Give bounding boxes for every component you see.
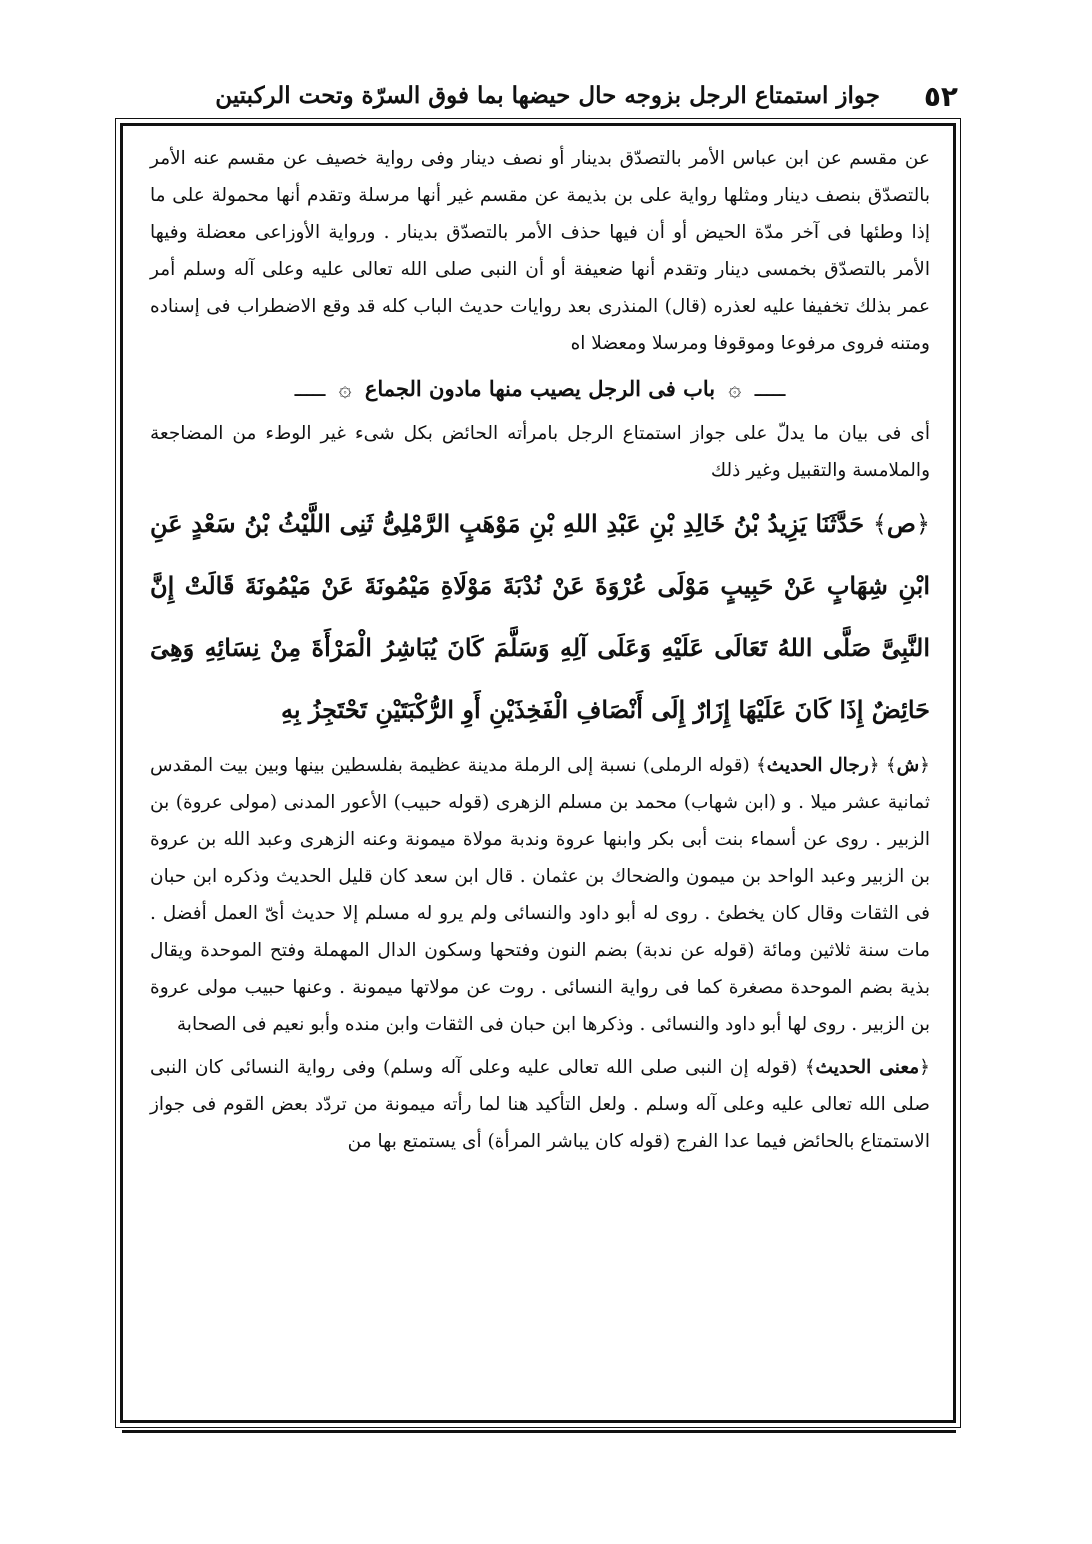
commentary-label-close: ﴾ xyxy=(885,755,897,776)
narrators-label: رجال الحديث xyxy=(766,755,869,776)
hadith-label-open: ﴿ xyxy=(915,510,930,538)
ornament-right-icon: ۞ xyxy=(728,377,742,402)
chapter-intro: أى فى بيان ما يدلّ على جواز استمتاع الرجل بامرأته الحائض بكل شىء غير الوطء من المضاجعة والملامسة والتقبيل وغير ذلك xyxy=(150,423,930,481)
hadith-text: حَدَّثَنَا يَزِيدُ بْنُ خَالِدِ بْنِ عَبْدِ اللهِ بْنِ مَوْهَبٍ الرَّمْلِىُّ ثَنِى اللَّيْثُ بْنُ سَعْدٍ عَنِ ابْنِ شِهَابٍ عَنْ حَبِيبٍ مَوْلَى عُرْوَةَ عَنْ نُدْبَةَ مَوْلَاةِ مَيْمُونَةَ عَنْ مَيْمُونَةَ قَالَتْ إِنَّ النَّبِىَّ صَلَّى اللهُ تَعَالَى عَلَيْهِ وَعَلَى آلِهِ وَسَلَّمَ كَانَ يُبَاشِرُ الْمَرْأَةَ مِنْ نِسَائِهِ وَهِىَ حَائِضٌ إِذَا كَانَ عَلَيْهَا إِزَارٌ إِلَى أَنْصَافِ الْفَخِذَيْنِ أَوِ الرُّكْبَتَيْنِ تَحْتَجِزُ بِهِ xyxy=(150,509,930,724)
ornament-left-icon: ۞ xyxy=(338,377,352,402)
page-content xyxy=(150,140,930,1160)
commentary-label-open: ﴿ xyxy=(919,755,930,776)
narrators-label-close: ﴾ xyxy=(755,755,767,776)
hadith-label-close: ﴾ xyxy=(872,510,887,538)
meaning-label: معنى الحديث xyxy=(815,1057,920,1078)
heading-dash-left: ـــــ xyxy=(294,377,326,401)
hadith-label: ص xyxy=(886,509,916,538)
commentary-text: (قوله الرملى) نسبة إلى الرملة مدينة عظيمة بفلسطين بينها وبين بيت المقدس ثمانية عشر ميلا . و (ابن شهاب) محمد بن مسلم الزهرى (قوله حبيب) الأعور المدنى (مولى عروة) بن الزبير . روى عن أسماء بنت أبى بكر وابنها عروة وندبة مولاة ميمونة وعنه الزهرى وعبد الله بن عروة بن الزبير وعبد الواحد بن ميمون والضحاك بن عثمان . قال ابن سعد كان قليل الحديث وذكره ابن حبان فى الثقات وقال كان يخطئ . روى له أبو داود والنسائى ولم يرو له مسلم إلا حديث أىّ العمل أفضل . مات سنة ثلاثين ومائة (قوله عن ندبة) بضم النون وفتحها وسكون الدال المهملة وفتح الموحدة ويقال بذية بضم الموحدة مصغرة كما فى رواية النسائى . روت عن مولاتها ميمونة . وعنها حبيب مولى عروة بن الزبير . روى لها أبو داود والنسائى . وذكرها ابن حبان فى الثقات وابن منده وأبو نعيم فى الصحابة xyxy=(150,755,930,1035)
meaning-label-open: ﴿ xyxy=(919,1057,930,1078)
page-number: ٥٢ xyxy=(923,80,958,113)
meaning-block xyxy=(150,1049,930,1160)
hadith-text-block xyxy=(150,493,930,741)
narrators-label-open: ﴿ xyxy=(868,755,880,776)
chapter-heading xyxy=(150,366,930,413)
page-header xyxy=(130,78,958,118)
running-title: جواز استمتاع الرجل بزوجه حال حيضها بما فوق السرّة وتحت الركبتين xyxy=(215,82,880,109)
intro-paragraph: عن مقسم عن ابن عباس الأمر بالتصدّق بدينار أو نصف دينار وفى رواية خصيف عن مقسم عنه الأمر بالتصدّق بنصف دينار ومثلها رواية على بن بذيمة عن مقسم غير أنها مرسلة وتقدم أنها محمولة على ما إذا وطئها فى آخر مدّة الحيض أو أن فيها حذف الأمر بالتصدّق بدينار . ورواية الأوزاعى معضلة وفيها الأمر بالتصدّق بخمسى دينار وتقدم أنها ضعيفة أو أن النبى صلى الله تعالى عليه وعلى آله وسلم أمر عمر بذلك تخفيفا عليه لعذره (قال) المنذرى بعد روايات حديث الباب كله قد وقع الاضطراب فى إسناده ومتنه فروى مرفوعا وموقوفا ومرسلا ومعضلا اه xyxy=(150,148,930,354)
commentary-block xyxy=(150,747,930,1043)
meaning-label-close: ﴾ xyxy=(804,1057,816,1078)
commentary-label: ش xyxy=(896,755,920,776)
frame-bottom-rule xyxy=(122,1430,956,1433)
heading-dash-right: ـــــ xyxy=(754,377,786,401)
meaning-text: (قوله إن النبى صلى الله تعالى عليه وعلى آله وسلم) وفى رواية النسائى كان النبى صلى الله تعالى عليه وعلى آله وسلم . ولعل التأكيد هنا لما رأته ميمونة من تردّد بعض القوم فى جواز الاستمتاع بالحائض فيما عدا الفرج (قوله كان يباشر المرأة) أى يستمتع بها من xyxy=(150,1057,930,1152)
chapter-title: باب فى الرجل يصيب منها مادون الجماع xyxy=(364,376,716,401)
